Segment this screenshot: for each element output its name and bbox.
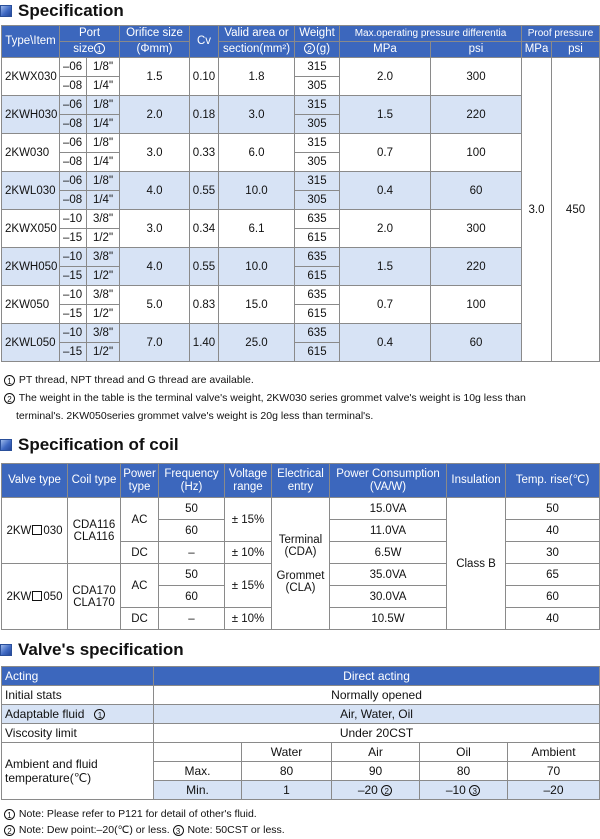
coil-power-ac: AC	[121, 564, 159, 608]
model-suffix: –15	[60, 267, 87, 286]
coil-electrical-entry: Terminal (CDA) Grommet (CLA)	[272, 498, 330, 630]
spec-row	[2, 248, 600, 267]
header-orifice-unit: (Φmm)	[120, 42, 190, 58]
max-pressure-psi: 220	[431, 248, 522, 286]
max-value: 80	[242, 762, 332, 781]
cv-value: 0.10	[190, 58, 219, 96]
orifice-size: 4.0	[120, 172, 190, 210]
coil-temp: 40	[506, 520, 600, 542]
port-size: 1/8"	[87, 134, 120, 153]
valve-row-viscosity	[2, 724, 600, 743]
model-suffix: –15	[60, 229, 87, 248]
coil-header-temp: Temp. rise(℃)	[506, 464, 600, 498]
max-pressure-psi: 60	[431, 324, 522, 362]
fluid-value: Air, Water, Oil	[154, 705, 600, 724]
cv-value: 0.18	[190, 96, 219, 134]
spec-row	[2, 286, 600, 305]
coil-freq: –	[159, 608, 225, 630]
orifice-size: 3.0	[120, 210, 190, 248]
spec-row	[2, 134, 600, 153]
spec-row	[2, 172, 600, 191]
model-name: 2KW030	[2, 134, 60, 172]
min-value: –20 2	[332, 781, 420, 800]
coil-power-dc: DC	[121, 542, 159, 564]
weight-value: 615	[295, 267, 340, 286]
cv-value: 0.83	[190, 286, 219, 324]
port-size: 1/8"	[87, 58, 120, 77]
valid-area: 6.0	[219, 134, 295, 172]
port-size: 3/8"	[87, 210, 120, 229]
model-suffix: –15	[60, 343, 87, 362]
spec-note-1: 1 PT thread, NPT thread and G thread are available.	[4, 373, 254, 387]
valid-area: 6.1	[219, 210, 295, 248]
valve-row-temp-header	[2, 743, 600, 762]
valve-row-fluid	[2, 705, 600, 724]
max-pressure-psi: 60	[431, 172, 522, 210]
weight-value: 615	[295, 343, 340, 362]
header-weight: Weight	[295, 26, 340, 42]
min-label: Min.	[154, 781, 242, 800]
header-max-pressure: Max.operating pressure differentia	[340, 26, 522, 42]
proof-pressure-psi: 450	[552, 58, 600, 362]
model-name: 2KWL050	[2, 324, 60, 362]
spec-row	[2, 58, 600, 77]
coil-temp: 65	[506, 564, 600, 586]
min-value: –20	[508, 781, 600, 800]
model-name: 2KWX050	[2, 210, 60, 248]
proof-pressure-mpa: 3.0	[522, 58, 552, 362]
valid-area: 10.0	[219, 172, 295, 210]
min-value: 1	[242, 781, 332, 800]
cv-value: 0.55	[190, 172, 219, 210]
model-suffix: –10	[60, 324, 87, 343]
max-pressure-mpa: 0.7	[340, 134, 431, 172]
valve-section-title	[0, 639, 184, 661]
box-placeholder-icon	[32, 591, 42, 601]
max-value: 80	[420, 762, 508, 781]
weight-value: 315	[295, 58, 340, 77]
valid-area: 1.8	[219, 58, 295, 96]
valid-area: 15.0	[219, 286, 295, 324]
section-square-icon	[0, 644, 12, 656]
model-suffix: –08	[60, 77, 87, 96]
model-suffix: –10	[60, 286, 87, 305]
coil-title-text: Specification of coil	[18, 435, 179, 454]
weight-value: 615	[295, 229, 340, 248]
cv-value: 1.40	[190, 324, 219, 362]
coil-freq: 50	[159, 564, 225, 586]
weight-value: 315	[295, 172, 340, 191]
orifice-size: 4.0	[120, 248, 190, 286]
temp-blank	[154, 743, 242, 762]
orifice-size: 2.0	[120, 96, 190, 134]
coil-header-power: Power type	[121, 464, 159, 498]
specification-table	[1, 25, 600, 362]
port-size: 1/2"	[87, 305, 120, 324]
model-suffix: –10	[60, 210, 87, 229]
coil-temp: 50	[506, 498, 600, 520]
fluid-label: Adaptable fluid 1	[2, 705, 154, 724]
coil-header-valve: Valve type	[2, 464, 68, 498]
spec-row	[2, 96, 600, 115]
valid-area: 10.0	[219, 248, 295, 286]
valve-title-text: Valve's specification	[18, 640, 184, 659]
coil-temp: 40	[506, 608, 600, 630]
header-area-unit: section(mm²)	[219, 42, 295, 58]
valve-row-acting	[2, 667, 600, 686]
max-value: 70	[508, 762, 600, 781]
spec-section-title	[0, 0, 124, 22]
coil-row	[2, 498, 600, 520]
header-max-psi: psi	[431, 42, 522, 58]
port-size: 1/2"	[87, 343, 120, 362]
coil-valve-type-050: 2KW 050	[2, 564, 68, 630]
model-suffix: –08	[60, 115, 87, 134]
model-name: 2KWL030	[2, 172, 60, 210]
orifice-size: 1.5	[120, 58, 190, 96]
model-suffix: –06	[60, 172, 87, 191]
cv-value: 0.33	[190, 134, 219, 172]
spec-row	[2, 210, 600, 229]
port-size: 1/4"	[87, 115, 120, 134]
coil-section-title	[0, 434, 179, 456]
weight-value: 305	[295, 153, 340, 172]
max-pressure-psi: 100	[431, 286, 522, 324]
temp-col: Ambient	[508, 743, 600, 762]
coil-consumption: 15.0VA	[330, 498, 447, 520]
header-port-size: size 1	[60, 42, 120, 58]
spec-row	[2, 324, 600, 343]
acting-label: Acting	[2, 667, 154, 686]
port-size: 1/8"	[87, 172, 120, 191]
max-value: 90	[332, 762, 420, 781]
weight-value: 635	[295, 210, 340, 229]
spec-title-text: Specification	[18, 1, 124, 20]
port-size: 1/4"	[87, 153, 120, 172]
temp-col: Water	[242, 743, 332, 762]
coil-header-consumption: Power Consumption (VA/W)	[330, 464, 447, 498]
model-name: 2KW050	[2, 286, 60, 324]
max-pressure-psi: 220	[431, 96, 522, 134]
max-pressure-mpa: 1.5	[340, 96, 431, 134]
coil-type-116: CDA116 CLA116	[68, 498, 121, 564]
weight-value: 635	[295, 286, 340, 305]
temp-col: Air	[332, 743, 420, 762]
weight-value: 635	[295, 324, 340, 343]
model-name: 2KWH050	[2, 248, 60, 286]
initial-value: Normally opened	[154, 686, 600, 705]
viscosity-value: Under 20CST	[154, 724, 600, 743]
coil-voltage-ac: ± 15%	[225, 498, 272, 542]
weight-value: 305	[295, 115, 340, 134]
coil-consumption: 6.5W	[330, 542, 447, 564]
header-type: Type\Item	[2, 26, 60, 58]
max-pressure-mpa: 2.0	[340, 210, 431, 248]
min-value: –10 3	[420, 781, 508, 800]
weight-value: 615	[295, 305, 340, 324]
coil-insulation: Class B	[447, 498, 506, 630]
orifice-size: 3.0	[120, 134, 190, 172]
port-size: 1/2"	[87, 267, 120, 286]
header-cv: Cv	[190, 26, 219, 58]
max-pressure-psi: 300	[431, 210, 522, 248]
model-name: 2KWH030	[2, 96, 60, 134]
coil-type-170: CDA170 CLA170	[68, 564, 121, 630]
max-pressure-mpa: 2.0	[340, 58, 431, 96]
header-area: Valid area or	[219, 26, 295, 42]
coil-header-entry: Electrical entry	[272, 464, 330, 498]
coil-consumption: 10.5W	[330, 608, 447, 630]
coil-power-ac: AC	[121, 498, 159, 542]
port-size: 3/8"	[87, 248, 120, 267]
header-orifice: Orifice size	[120, 26, 190, 42]
coil-consumption: 35.0VA	[330, 564, 447, 586]
weight-value: 635	[295, 248, 340, 267]
viscosity-label: Viscosity limit	[2, 724, 154, 743]
coil-valve-type-030: 2KW 030	[2, 498, 68, 564]
model-suffix: –15	[60, 305, 87, 324]
coil-voltage-dc: ± 10%	[225, 542, 272, 564]
max-pressure-psi: 300	[431, 58, 522, 96]
header-proof-pressure: Proof pressure	[522, 26, 600, 42]
model-suffix: –06	[60, 134, 87, 153]
section-square-icon	[0, 5, 12, 17]
weight-value: 315	[295, 134, 340, 153]
weight-value: 315	[295, 96, 340, 115]
coil-freq: –	[159, 542, 225, 564]
coil-header-coil: Coil type	[68, 464, 121, 498]
coil-consumption: 11.0VA	[330, 520, 447, 542]
coil-temp: 60	[506, 586, 600, 608]
coil-freq: 60	[159, 520, 225, 542]
max-pressure-mpa: 0.4	[340, 172, 431, 210]
max-pressure-mpa: 0.4	[340, 324, 431, 362]
coil-header-insulation: Insulation	[447, 464, 506, 498]
coil-table	[1, 463, 600, 630]
model-suffix: –06	[60, 58, 87, 77]
acting-value: Direct acting	[154, 667, 600, 686]
model-name: 2KWX030	[2, 58, 60, 96]
valid-area: 3.0	[219, 96, 295, 134]
port-size: 1/8"	[87, 96, 120, 115]
header-weight-unit: 2 (g)	[295, 42, 340, 58]
coil-voltage-ac: ± 15%	[225, 564, 272, 608]
valve-row-initial	[2, 686, 600, 705]
initial-label: Initial stats	[2, 686, 154, 705]
coil-power-dc: DC	[121, 608, 159, 630]
valve-note-1: 1 Note: Please refer to P121 for detail of other's fluid.	[4, 807, 257, 821]
coil-consumption: 30.0VA	[330, 586, 447, 608]
cv-value: 0.34	[190, 210, 219, 248]
coil-temp: 30	[506, 542, 600, 564]
cv-value: 0.55	[190, 248, 219, 286]
header-proof-mpa: MPa	[522, 42, 552, 58]
coil-header-voltage: Voltage range	[225, 464, 272, 498]
coil-freq: 60	[159, 586, 225, 608]
valid-area: 25.0	[219, 324, 295, 362]
max-label: Max.	[154, 762, 242, 781]
box-placeholder-icon	[32, 525, 42, 535]
max-pressure-psi: 100	[431, 134, 522, 172]
spec-note-2: 2 The weight in the table is the terminal valve's weight, 2KW030 series grommet valve's weight is 10g less than	[4, 391, 526, 405]
section-square-icon	[0, 439, 12, 451]
max-pressure-mpa: 0.7	[340, 286, 431, 324]
model-suffix: –08	[60, 153, 87, 172]
port-size: 3/8"	[87, 324, 120, 343]
ambient-label: Ambient and fluid temperature(℃)	[2, 743, 154, 800]
orifice-size: 5.0	[120, 286, 190, 324]
header-proof-psi: psi	[552, 42, 600, 58]
header-max-mpa: MPa	[340, 42, 431, 58]
weight-value: 305	[295, 191, 340, 210]
model-suffix: –10	[60, 248, 87, 267]
orifice-size: 7.0	[120, 324, 190, 362]
port-size: 1/4"	[87, 77, 120, 96]
temp-col: Oil	[420, 743, 508, 762]
model-suffix: –06	[60, 96, 87, 115]
port-size: 3/8"	[87, 286, 120, 305]
weight-value: 305	[295, 77, 340, 96]
model-suffix: –08	[60, 191, 87, 210]
port-size: 1/4"	[87, 191, 120, 210]
max-pressure-mpa: 1.5	[340, 248, 431, 286]
spec-note-2-cont: terminal's. 2KW050series grommet valve's weight is 20g less than terminal's.	[16, 410, 374, 422]
valve-spec-table	[1, 666, 600, 800]
valve-note-2: 2 Note: Dew point:–20(℃) or less. 3 Note: 50CST or less.	[4, 823, 285, 837]
port-size: 1/2"	[87, 229, 120, 248]
header-port: Port	[60, 26, 120, 42]
coil-header-frequency: Frequency (Hz)	[159, 464, 225, 498]
coil-voltage-dc: ± 10%	[225, 608, 272, 630]
coil-freq: 50	[159, 498, 225, 520]
